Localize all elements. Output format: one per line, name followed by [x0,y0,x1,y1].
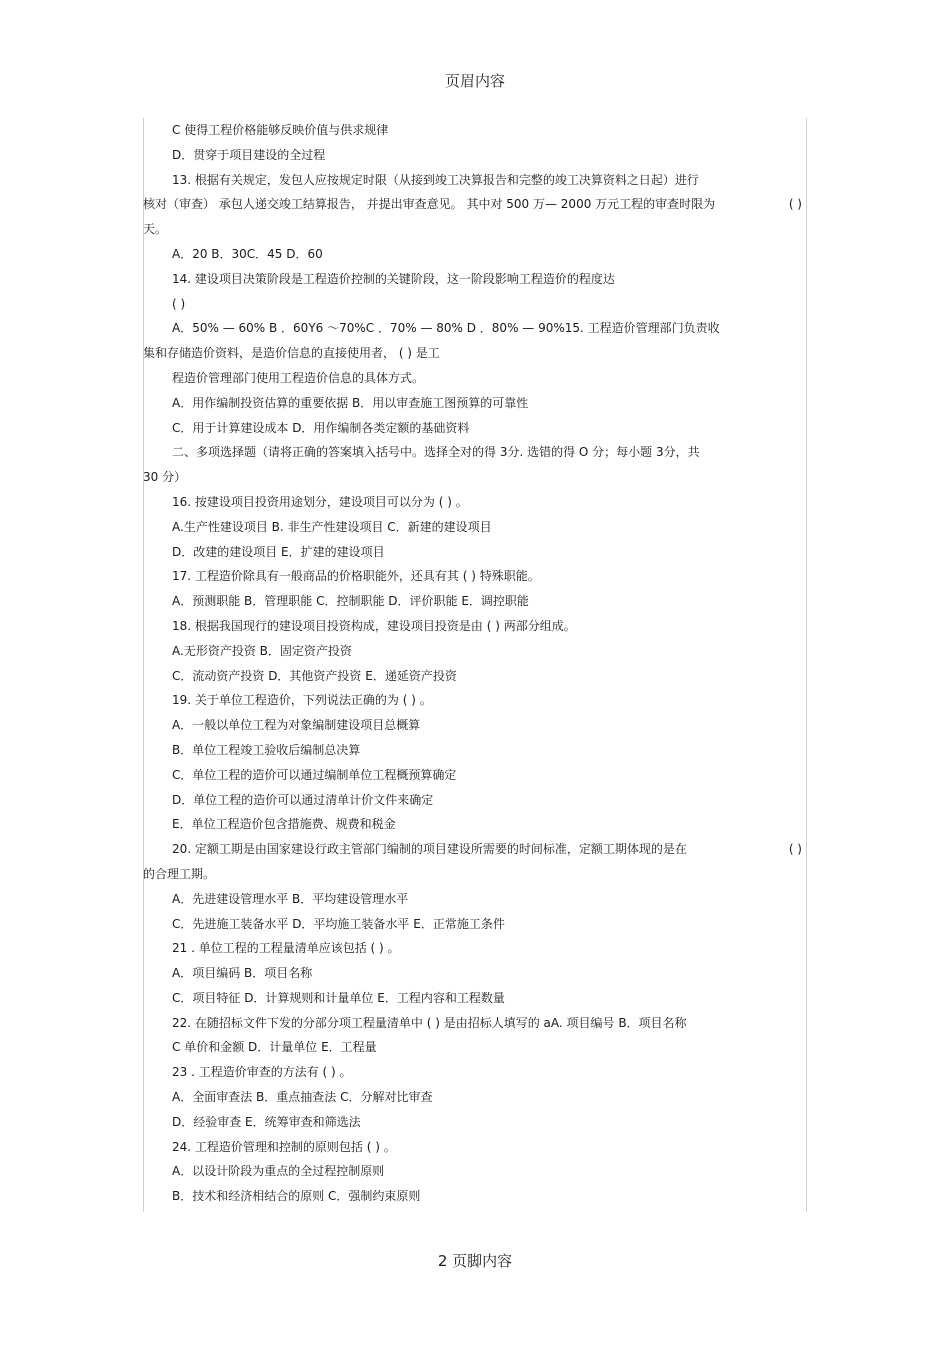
line-text: A．预测职能 B．管理职能 C．控制职能 D．评价职能 E．调控职能 [172,594,529,609]
text-line [143,1110,806,1135]
text-line [143,1060,806,1085]
line-text: C．项目特征 D．计算规则和计量单位 E．工程内容和工程数量 [172,990,505,1005]
line-text: 14. 建设项目决策阶段是工程造价控制的关键阶段，这一阶段影响工程造价的程度达 [172,271,615,286]
line-text: 程造价管理部门使用工程造价信息的具体方式。 [172,370,425,385]
text-line [143,788,806,813]
line-text: A．用作编制投资估算的重要依据 B．用以审查施工图预算的可靠性 [172,395,529,410]
line-text: 16. 按建设项目投资用途划分，建设项目可以分为 ( ) 。 [172,494,468,509]
line-text: B．技术和经济相结合的原则 C．强制约束原则 [172,1189,421,1204]
text-line [143,614,806,639]
line-text: A．20 B．30C．45 D．60 [172,246,323,261]
text-line [143,440,806,465]
text-line [143,490,806,515]
text-line [143,416,806,441]
line-text: 23 . 工程造价审查的方法有 ( ) 。 [172,1065,352,1080]
page-footer: 2 页脚内容 [437,1252,513,1270]
text-line [143,540,806,565]
text-line [143,192,806,217]
line-text: 13. 根据有关规定，发包人应按规定时限（从接到竣工决算报告和完整的竣工决算资料之日起）进行 [172,172,699,187]
right-margin-rule [806,118,807,1212]
text-line [143,316,806,341]
text-line [143,763,806,788]
line-text: 17. 工程造价除具有一般商品的价格职能外，还具有其 ( ) 特殊职能。 [172,569,540,584]
line-text: 22. 在随招标文件下发的分部分项工程量清单中 ( ) 是由招标人填写的 aA. 项目编号 B．项目名称 [172,1015,687,1030]
text-line [143,1184,806,1209]
text-line [143,812,806,837]
line-text: C 单价和金额 D．计量单位 E．工程量 [172,1040,377,1055]
text-line [143,217,806,242]
line-text: 18. 根据我国现行的建设项目投资构成，建设项目投资是由 ( ) 两部分组成。 [172,618,576,633]
text-line [143,118,806,143]
text-line [143,912,806,937]
line-text: A．50% — 60% B ．60Y6 ～70%C ．70% — 80% D ．80% — 90%15. 工程造价管理部门负责收 [172,321,720,336]
line-text: B．单位工程竣工验收后编制总决算 [172,742,361,757]
line-text: A．项目编码 B．项目名称 [172,966,313,981]
line-text: 19. 关于单位工程造价，下列说法正确的为 ( ) 。 [172,693,432,708]
line-text: 30 分） [143,470,187,485]
text-line [143,664,806,689]
line-text: C．单位工程的造价可以通过编制单位工程概预算确定 [172,767,457,782]
text-line [143,515,806,540]
text-line [143,341,806,366]
text-line [143,391,806,416]
line-text: 的合理工期。 [143,866,216,881]
text-line [143,837,806,862]
line-text: D．改建的建设项目 E．扩建的建设项目 [172,544,385,559]
text-line [143,564,806,589]
line-text: A.无形资产投资 B．固定资产投资 [172,643,352,658]
text-line [143,887,806,912]
line-text: 核对（审查） 承包人递交竣工结算报告， 并提出审查意见。 其中对 500 万— 2000 万元工程的审查时限为 [143,197,716,212]
line-text: 21 . 单位工程的工程量清单应该包括 ( ) 。 [172,941,400,956]
text-line [143,1135,806,1160]
line-text: C．先进施工装备水平 D．平均施工装备水平 E．正常施工条件 [172,916,505,931]
line-text: 24. 工程造价管理和控制的原则包括 ( ) 。 [172,1139,396,1154]
text-line [143,242,806,267]
text-line [143,639,806,664]
text-line [143,366,806,391]
document-body [143,118,806,1209]
text-line [143,961,806,986]
text-line [143,267,806,292]
text-line [143,589,806,614]
text-line [143,1159,806,1184]
line-text: C．流动资产投资 D．其他资产投资 E．递延资产投资 [172,668,457,683]
line-text: 二、多项选择题（请将正确的答案填入括号中。选择全对的得 3分. 选错的得 O 分；每小题 3分，共 [172,445,700,460]
text-line [143,1035,806,1060]
answer-bracket: ( ) [788,197,802,212]
text-line [143,738,806,763]
line-text: 集和存储造价资料，是造价信息的直接使用者， ( ) 是工 [143,346,440,361]
text-line [143,862,806,887]
line-text: C．用于计算建设成本 D．用作编制各类定额的基础资料 [172,420,470,435]
text-line [143,292,806,317]
text-line [143,143,806,168]
text-line [143,1011,806,1036]
text-line [143,688,806,713]
text-line [143,168,806,193]
answer-bracket: ( ) [788,842,802,857]
line-text: D．单位工程的造价可以通过清单计价文件来确定 [172,792,434,807]
line-text: A．一般以单位工程为对象编制建设项目总概算 [172,718,421,733]
line-text: D．经验审查 E．统筹审查和筛选法 [172,1114,361,1129]
text-line [143,936,806,961]
line-text: ( ) [172,296,186,311]
line-text: A．以设计阶段为重点的全过程控制原则 [172,1164,385,1179]
line-text: E．单位工程造价包含措施费、规费和税金 [172,817,396,832]
text-line [143,986,806,1011]
text-line [143,713,806,738]
line-text: A.生产性建设项目 B. 非生产性建设项目 C．新建的建设项目 [172,519,492,534]
line-text: D．贯穿于项目建设的全过程 [172,147,326,162]
line-text: A．全面审查法 B．重点抽查法 C．分解对比审查 [172,1090,433,1105]
line-text: 20. 定额工期是由国家建设行政主管部门编制的项目建设所需要的时间标准，定额工期体现的是在 [172,842,687,857]
text-line [143,1085,806,1110]
line-text: C 使得工程价格能够反映价值与供求规律 [172,123,389,137]
line-text: A．先进建设管理水平 B．平均建设管理水平 [172,891,409,906]
line-text: 天。 [143,222,168,237]
text-line [143,465,806,490]
page-header: 页眉内容 [444,72,505,90]
